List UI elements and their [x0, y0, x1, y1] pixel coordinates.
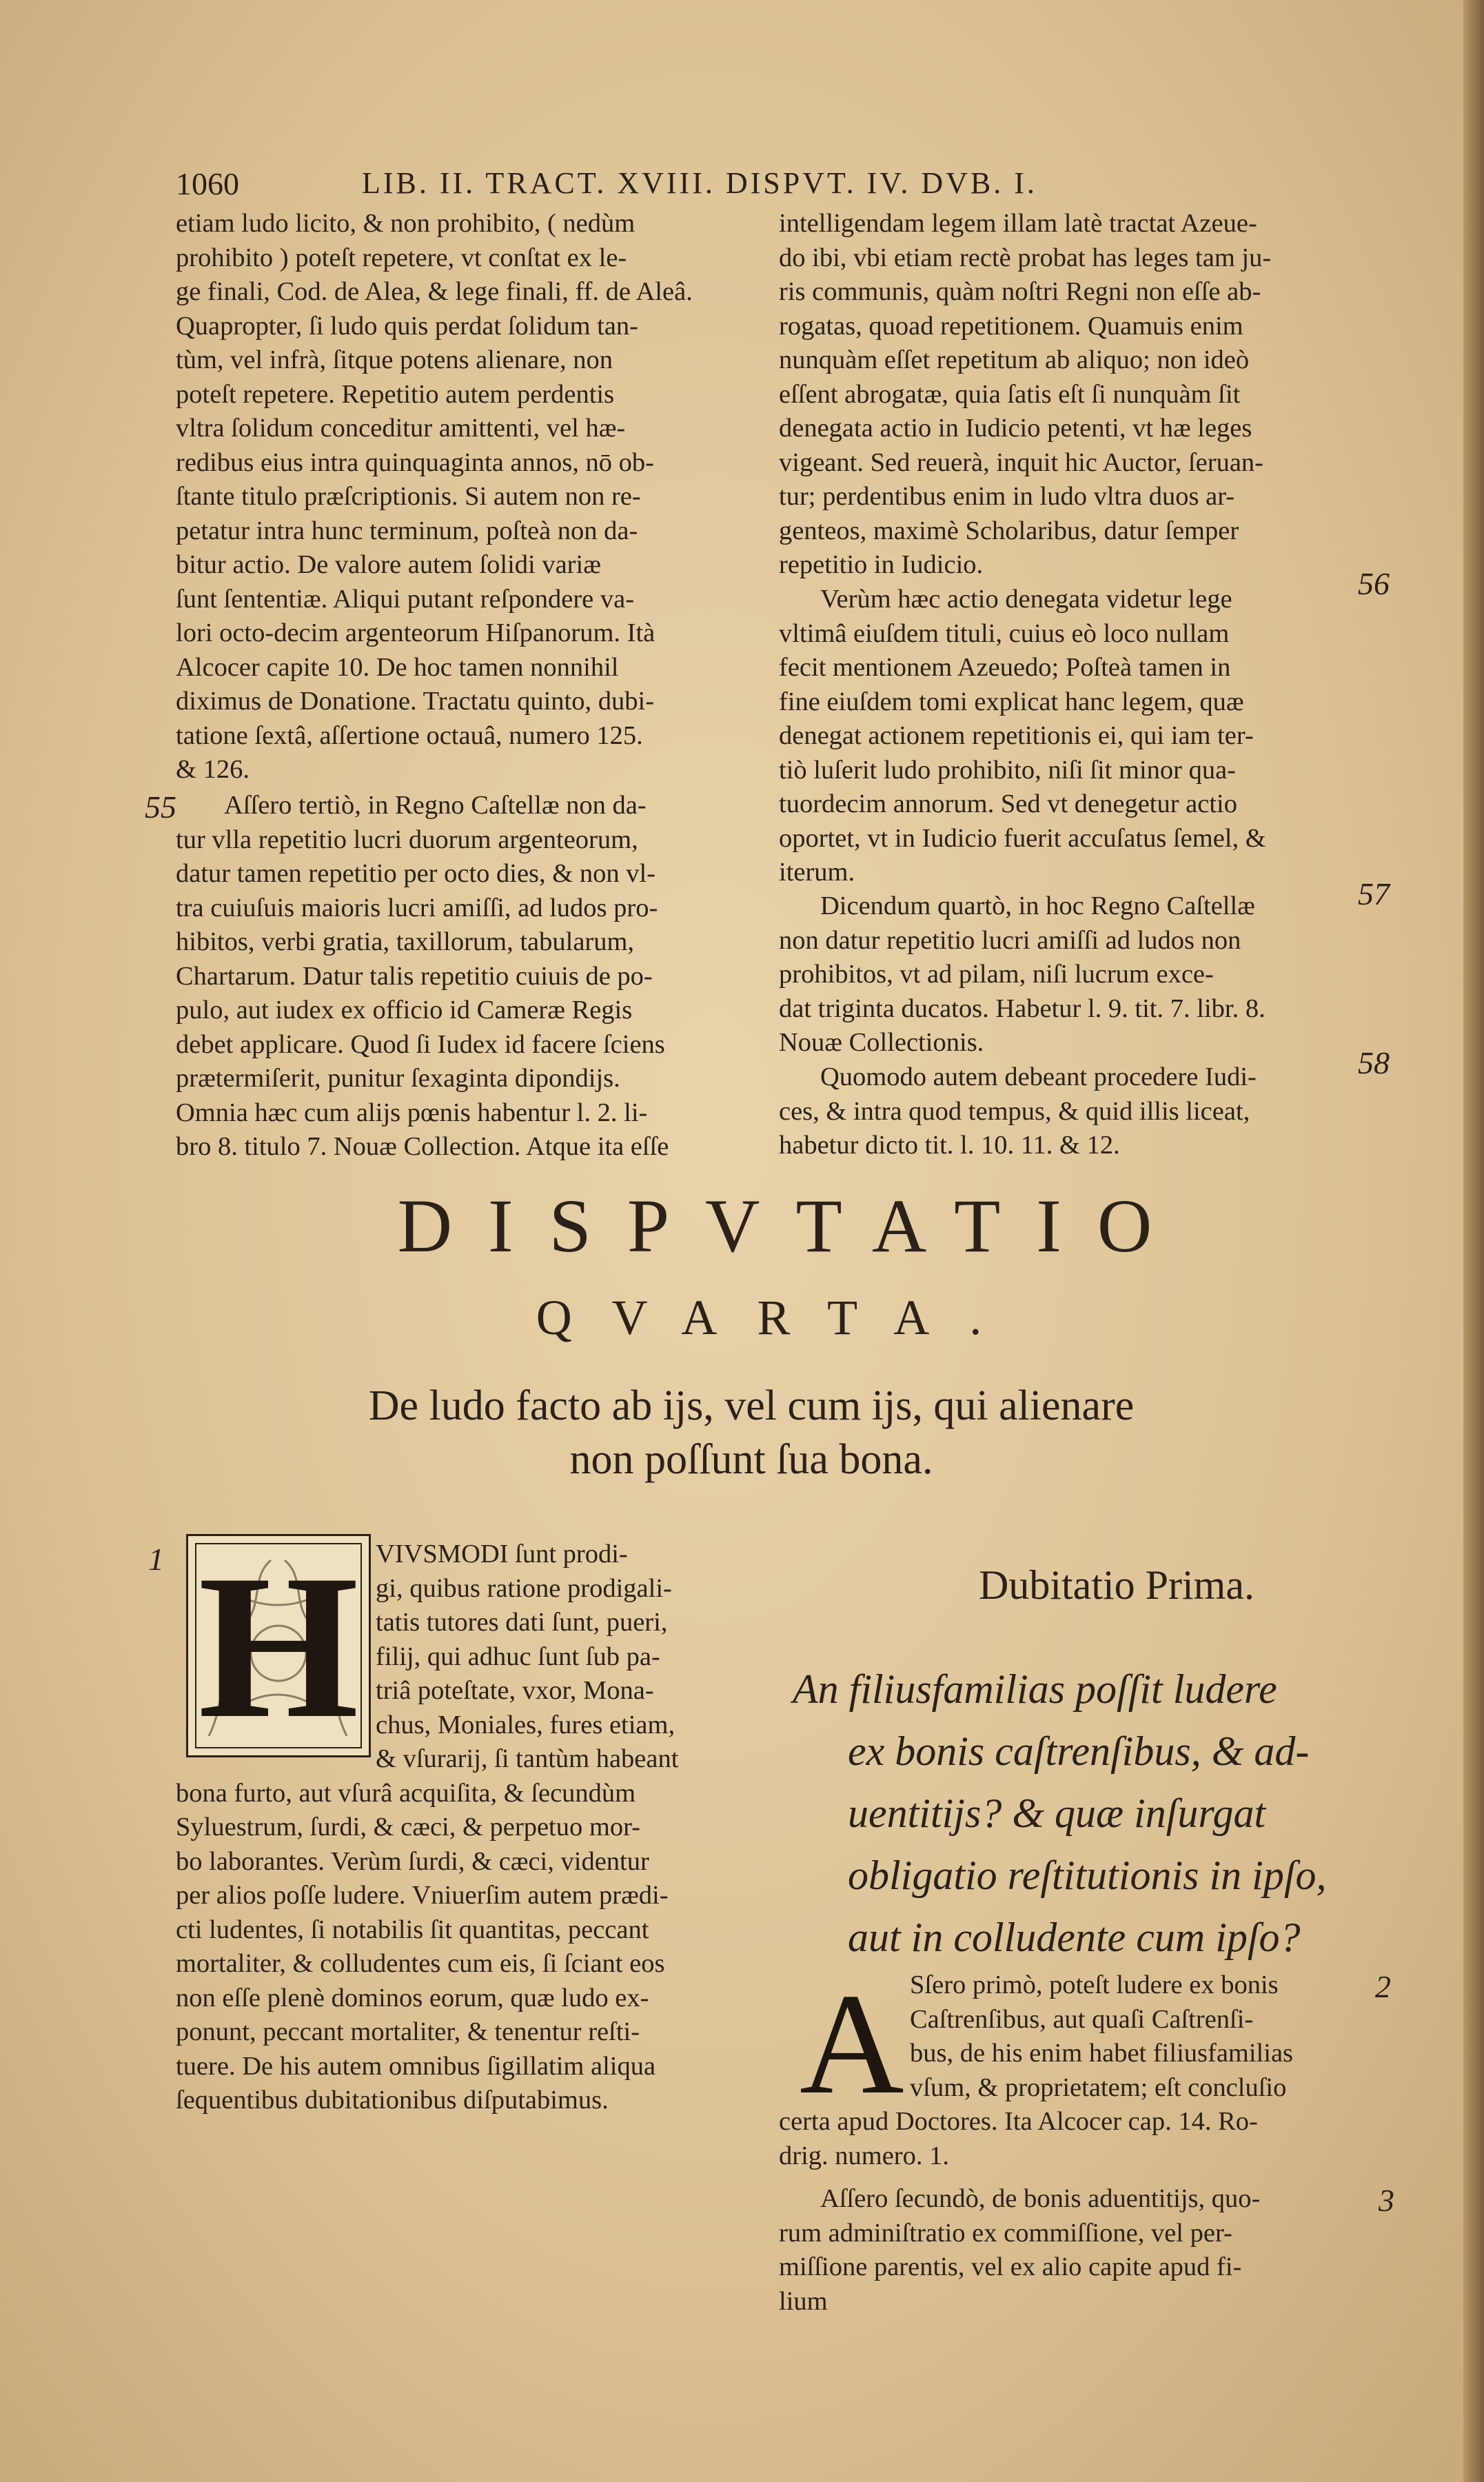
text-line: intelligendam legem illam latè tractat Azeue-	[779, 209, 1257, 238]
text-line: Sſero primò, poteſt ludere ex bonis	[910, 1970, 1279, 1999]
text-line: habetur dicto tit. l. 10. 11. & 12.	[779, 1131, 1120, 1160]
right-column-paragraph-4	[779, 1060, 1351, 1163]
text-line: tuere. De his autem omnibus ſigillatim aliqua	[176, 2051, 656, 2081]
text-line: do ibi, vbi etiam rectè probat has leges tam ju-	[779, 243, 1272, 272]
text-line: repetitio in Iudicio.	[779, 550, 984, 579]
text-line: Quomodo autem debeant procedere Iudi-	[820, 1062, 1257, 1091]
text-line: Aſſero ſecundò, de bonis aduentitijs, quo-	[820, 2184, 1261, 2213]
text-line: VIVSMODI ſunt prodi-	[376, 1540, 628, 1568]
text-line: tiò luſerit ludo prohibito, niſi ſit minor qua-	[779, 755, 1236, 785]
text-line: prohibitos, vt ad pilam, niſi lucrum exce-	[779, 960, 1214, 989]
text-line: nunquàm eſſet repetitum ab aliquo; non ideò	[779, 345, 1250, 374]
text-line: miſſione parentis, vel ex alio capite apud fi-	[779, 2252, 1242, 2281]
text-line: Alcocer capite 10. De hoc tamen nonnihil	[176, 652, 619, 682]
text-line: & 126.	[176, 755, 250, 784]
text-line: vigeant. Sed reuerà, inquit hic Auctor, ſeruan-	[779, 447, 1263, 477]
left-column-paragraph-2	[176, 789, 748, 1164]
topic-line-1: De ludo facto ab ijs, vel cum ijs, qui alienare	[368, 1382, 1135, 1429]
question-line: aut in colludente cum ipſo?	[848, 1915, 1301, 1960]
text-line: gi, quibus ratione prodigali-	[376, 1573, 672, 1603]
text-line: Syluestrum, ſurdi, & cæci, & perpetuo mor-	[176, 1813, 640, 1842]
text-line: bus, de his enim habet filiusfamilias	[910, 2039, 1294, 2068]
text-line: tuordecim annorum. Sed vt denegetur actio	[779, 789, 1237, 818]
text-line: dat triginta ducatos. Habetur l. 9. tit. 7. libr. 8.	[779, 993, 1266, 1023]
initial-letter-h: H	[198, 1532, 359, 1761]
disputation-topic	[262, 1379, 1241, 1486]
dubitatio-question	[793, 1658, 1379, 1968]
text-line: petatur intra hunc terminum, poſteà non da-	[176, 516, 638, 545]
text-line: datur tamen repetitio per octo dies, & non vl-	[176, 859, 656, 888]
text-line: tùm, vel infrà, ſitque potens alienare, non	[176, 345, 613, 374]
text-line: tatione ſextâ, aſſertione octauâ, numero 125.	[176, 720, 643, 750]
margin-number-55: 55	[145, 789, 176, 825]
text-line: denegat actionem repetitionis ei, qui iam ter-	[779, 721, 1254, 750]
text-line: Aſſero tertiò, in Regno Caſtellæ non da-	[224, 791, 647, 820]
text-line: ge finali, Cod. de Alea, & lege finali, ff. de Aleâ.	[176, 277, 693, 306]
topic-line-2: non poſſunt ſua bona.	[569, 1436, 933, 1483]
text-line: Quapropter, ſi ludo quis perdat ſolidum tan-	[176, 311, 639, 341]
right-column-paragraph-3	[779, 889, 1351, 1060]
right-column-paragraph-1	[779, 207, 1351, 583]
text-line: iterum.	[779, 858, 855, 887]
text-line: ces, & intra quod tempus, & quid illis liceat,	[779, 1096, 1250, 1126]
disputation-subtitle: QVARTA.	[536, 1290, 1022, 1345]
text-line: cti ludentes, ſi notabilis ſit quantitas, peccant	[176, 1915, 649, 1944]
text-line: eſſent abrogatæ, quia ſatis eſt ſi nunquàm ſit	[779, 379, 1241, 409]
page-edge	[1463, 0, 1484, 2482]
text-line: triâ poteſtate, vxor, Mona-	[376, 1676, 654, 1705]
text-line: bona furto, aut vſurâ acquiſita, & ſecundùm	[176, 1778, 636, 1808]
text-line: Chartarum. Datur talis repetitio cuiuis de po-	[176, 961, 653, 991]
text-line: vltra ſolidum conceditur amittenti, vel hæ-	[176, 414, 626, 443]
text-line: Verùm hæc actio denegata videtur lege	[820, 585, 1232, 614]
margin-number-58: 58	[1358, 1045, 1390, 1080]
text-line: debet applicare. Quod ſi Iudex id facere ſciens	[176, 1029, 665, 1059]
text-line: ſunt ſententiæ. Aliqui putant reſpondere va-	[176, 584, 635, 614]
text-line: Dicendum quartò, in hoc Regno Caſtellæ	[820, 891, 1255, 920]
text-line: non datur repetitio lucri amiſſi ad ludos non	[779, 925, 1241, 955]
text-line: chus, Moniales, fures etiam,	[376, 1710, 675, 1739]
text-line: ponunt, peccant mortaliter, & tenentur reſti-	[176, 2017, 640, 2046]
dubitatio-heading: Dubitatio Prima.	[979, 1562, 1254, 1608]
question-line: An filiusfamilias poſſit ludere	[793, 1666, 1277, 1712]
question-line: obligatio reſtitutionis in ipſo,	[848, 1853, 1327, 1898]
text-line: lium	[779, 2286, 828, 2316]
text-line: filij, qui adhuc ſunt ſub pa-	[376, 1642, 660, 1671]
text-line: bro 8. titulo 7. Nouæ Collection. Atque ita eſſe	[176, 1132, 669, 1161]
disputation-title: DISPVTATIO	[397, 1184, 1188, 1268]
margin-number-56: 56	[1358, 566, 1390, 601]
question-line: ex bonis caſtrenſibus, & ad-	[848, 1728, 1310, 1774]
text-line: tur; perdentibus enim in ludo vltra duos ar-	[779, 482, 1235, 511]
text-line: bo laborantes. Verùm ſurdi, & cæci, videntur	[176, 1846, 649, 1876]
text-line: tur vlla repetitio lucri duorum argenteorum,	[176, 825, 638, 854]
text-line: fine eiuſdem tomi explicat hanc legem, quæ	[779, 687, 1244, 716]
margin-number-3: 3	[1379, 2183, 1394, 2218]
left-column-paragraph-1	[176, 207, 748, 787]
text-line: lori octo-decim argenteorum Hiſpanorum. Ità	[176, 618, 655, 647]
text-line: ſequentibus dubitationibus diſputabimus.	[176, 2086, 609, 2115]
text-line: fecit mentionem Azeuedo; Poſteà tamen in	[779, 653, 1231, 682]
text-line: redibus eius intra quinquaginta annos, nō ob-	[176, 447, 654, 477]
margin-number-2: 2	[1375, 1969, 1391, 2004]
text-line: mortaliter, & colludentes cum eis, ſi ſciant eos	[176, 1949, 665, 1978]
text-line: tra cuiuſuis maioris lucri amiſſi, ad ludos pro-	[176, 893, 658, 922]
text-line: tatis tutores dati ſunt, pueri,	[376, 1608, 668, 1637]
margin-number-1: 1	[148, 1542, 164, 1577]
text-line: Omnia hæc cum alijs pœnis habentur l. 2. li-	[176, 1098, 648, 1127]
text-line: oportet, vt in Iudicio fuerit accuſatus ſemel, &	[779, 823, 1266, 853]
text-line: etiam ludo licito, & non prohibito, ( nedùm	[176, 209, 636, 238]
text-line: Caſtrenſibus, aut quaſi Caſtrenſi-	[910, 2004, 1254, 2034]
text-line: denegata actio in Iudicio petenti, vt hæ leges	[779, 414, 1252, 443]
text-line: hibitos, verbi gratia, taxillorum, tabularum,	[176, 927, 635, 956]
text-line: certa apud Doctores. Ita Alcocer cap. 14. Ro-	[779, 2107, 1258, 2136]
initial-letter-a: A	[800, 1964, 904, 2124]
page-number: 1060	[176, 166, 239, 201]
text-line: prohibito ) poteſt repetere, vt conſtat ex le-	[176, 243, 627, 272]
text-line: ris communis, quàm noſtri Regni non eſſe ab-	[779, 277, 1261, 306]
text-line: non eſſe plenè dominos eorum, quæ ludo ex-	[176, 1983, 649, 2012]
text-line: per alios poſſe ludere. Vniuerſim autem prædi-	[176, 1881, 669, 1910]
text-line: Nouæ Collectionis.	[779, 1028, 984, 1057]
question-line: uentitijs? & quæ inſurgat	[848, 1790, 1266, 1836]
text-line: ſtante titulo præſcriptionis. Si autem non re-	[176, 482, 641, 511]
left-column-paragraph-3	[176, 1537, 762, 2118]
running-title: LIB. II. TRACT. XVIII. DISPVT. IV. DVB. I.	[362, 166, 1037, 200]
text-line: prætermiſerit, punitur ſexaginta dipondijs.	[176, 1064, 620, 1093]
right-column-paragraph-5	[779, 1964, 1372, 2173]
text-line: rum adminiſtratio ex commiſſione, vel per-	[779, 2218, 1232, 2248]
margin-number-57: 57	[1358, 876, 1390, 911]
text-line: bitur actio. De valore autem ſolidi variæ	[176, 550, 601, 579]
text-line: vltimâ eiuſdem tituli, cuius eò loco nullam	[779, 618, 1230, 648]
text-line: & vſurarij, ſi tantùm habeant	[376, 1744, 679, 1773]
text-line: rogatas, quoad repetitionem. Quamuis enim	[779, 311, 1243, 341]
text-line: pulo, aut iudex ex officio id Cameræ Regis	[176, 996, 633, 1025]
text-line: diximus de Donatione. Tractatu quinto, dubi-	[176, 687, 655, 716]
text-line: drig. numero. 1.	[779, 2141, 949, 2170]
text-line: vſum, & proprietatem; eſt concluſio	[910, 2072, 1287, 2102]
right-column-paragraph-2	[779, 583, 1351, 890]
text-line: poteſt repetere. Repetitio autem perdentis	[176, 379, 615, 409]
text-line: genteos, maximè Scholaribus, datur ſemper	[779, 516, 1239, 545]
right-column-paragraph-6	[779, 2182, 1372, 2319]
